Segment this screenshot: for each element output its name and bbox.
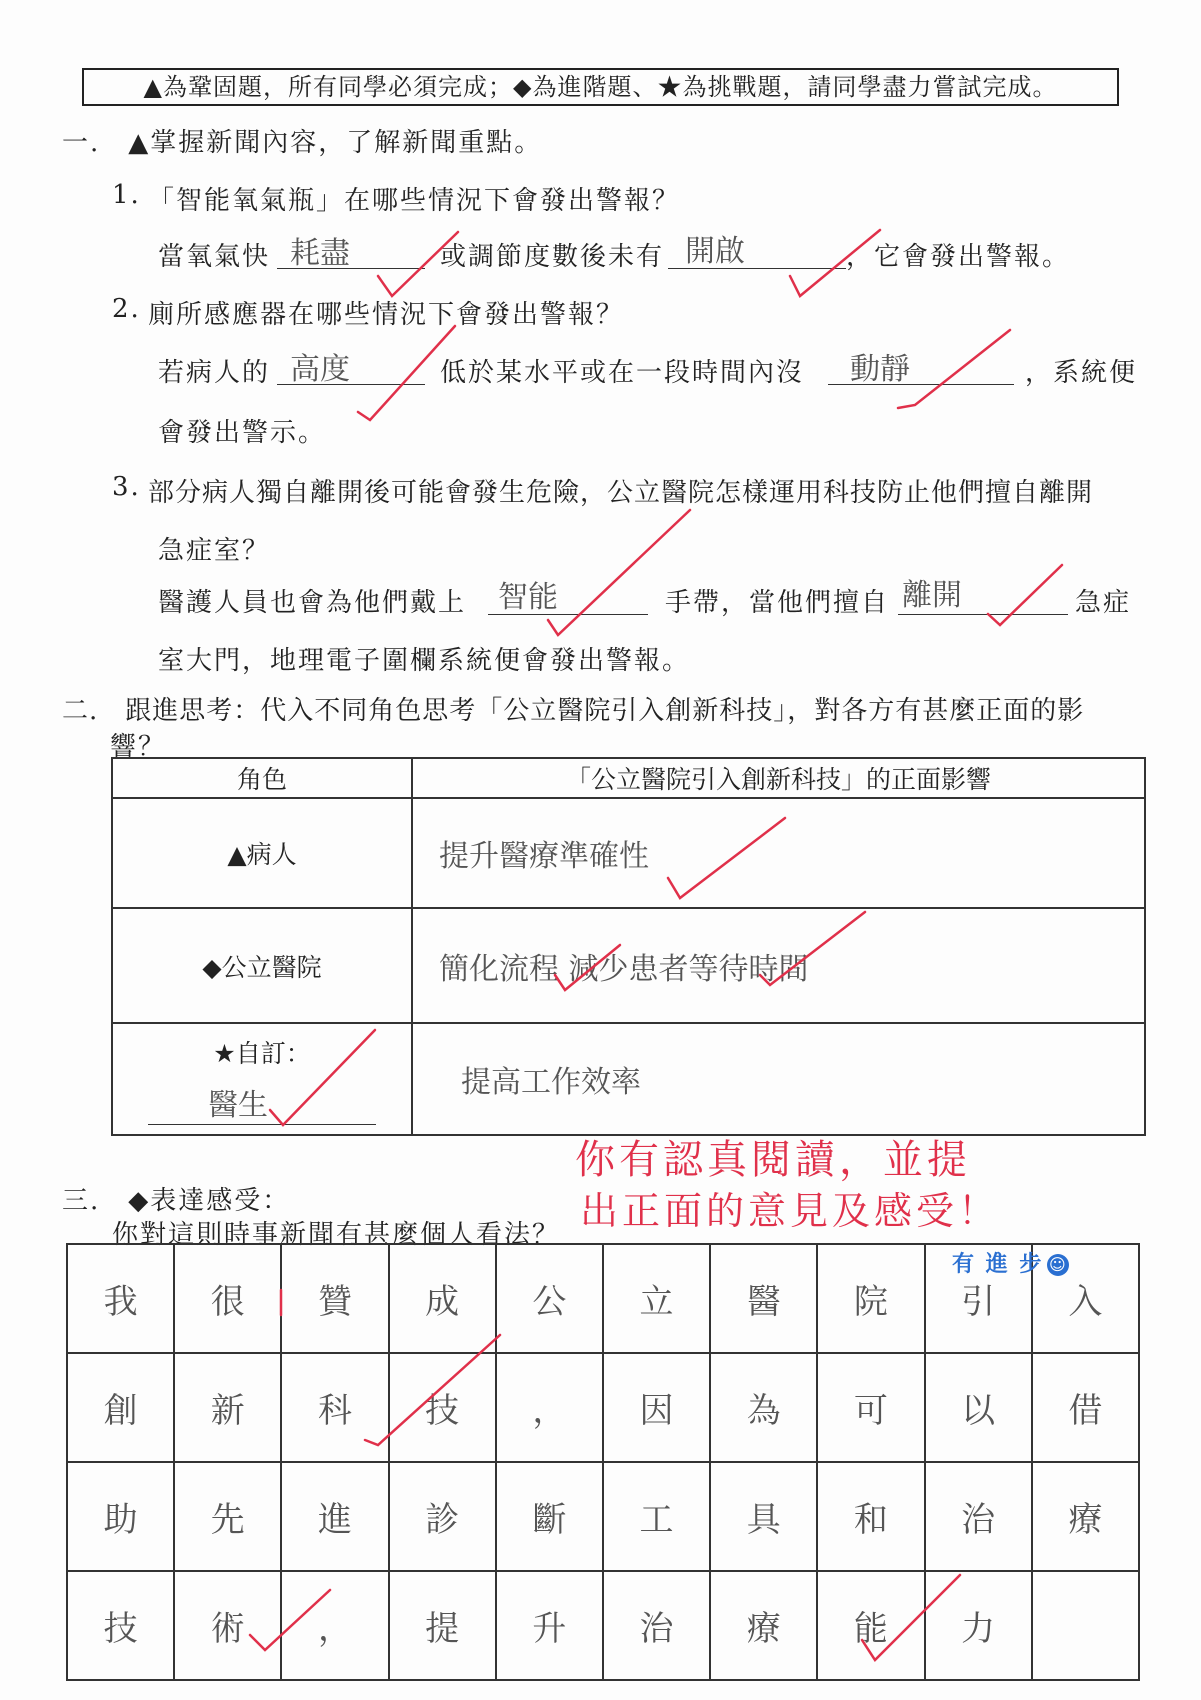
grid-cell[interactable]: 科 [281, 1353, 388, 1462]
grid-cell[interactable]: ， [496, 1353, 603, 1462]
grid-cell[interactable]: 提 [389, 1571, 496, 1680]
q3-question-line2: 急症室？ [158, 536, 271, 566]
grid-cell[interactable]: 療 [710, 1571, 817, 1680]
grid-cell[interactable]: 力 [925, 1571, 1032, 1680]
grid-cell[interactable]: 醫 [710, 1244, 817, 1353]
role-cell: ▲病人 [112, 798, 412, 908]
impact-cell[interactable] [412, 798, 1145, 908]
q2-answer2: 動靜 [850, 352, 910, 387]
tick-mark [898, 330, 1010, 408]
table-row [112, 798, 1145, 908]
grid-cell[interactable]: 治 [925, 1462, 1032, 1571]
grid-cell[interactable]: 入 [1032, 1244, 1139, 1353]
grid-cell[interactable]: 為 [710, 1353, 817, 1462]
section2-heading-line1: 二. 跟進思考：代入不同角色思考「公立醫院引入創新科技」，對各方有甚麼正面的影 [62, 696, 1085, 726]
grid-cell[interactable]: 技 [389, 1353, 496, 1462]
q2-answer1: 高度 [290, 352, 350, 387]
q1-text-a: 當氧氣快 [158, 242, 271, 272]
tick-mark [988, 565, 1062, 625]
q3-answer1: 智能 [498, 580, 558, 615]
q3-answer2: 離開 [902, 578, 962, 613]
section3-heading: 三. ◆表達感受： [62, 1186, 291, 1216]
q3-question-line1: 部分病人獨自離開後可能會發生危險，公立醫院怎樣運用科技防止他們擅自離開 [148, 478, 1094, 508]
stamp-text: 有 進 步 [952, 1252, 1044, 1277]
table-row [112, 1023, 1145, 1135]
impact-answer: 提高工作效率 [461, 1065, 641, 1100]
grid-cell[interactable]: 和 [817, 1462, 924, 1571]
grid-cell[interactable]: 很 [174, 1244, 281, 1353]
q1-text-b: 或調節度數後未有 [440, 242, 665, 272]
grid-cell[interactable]: 術 [174, 1571, 281, 1680]
q3-text-c: 急症 [1075, 588, 1132, 618]
section1-heading: 一. ▲掌握新聞內容，了解新聞重點。 [62, 128, 543, 158]
impact-answer: 提升醫療準確性 [439, 839, 649, 874]
role-label: ★自訂： [213, 1039, 311, 1068]
grid-cell[interactable]: 立 [603, 1244, 710, 1353]
grid-row [67, 1462, 1139, 1571]
grid-cell[interactable]: 斷 [496, 1462, 603, 1571]
q3-blank2[interactable] [898, 614, 1068, 615]
grid-cell[interactable] [1032, 1571, 1139, 1680]
grid-cell[interactable]: 診 [389, 1462, 496, 1571]
q2-text-a: 若病人的 [158, 358, 271, 388]
grid-cell[interactable]: 公 [496, 1244, 603, 1353]
impact-cell[interactable] [412, 908, 1145, 1023]
grid-cell[interactable]: 可 [817, 1353, 924, 1462]
grid-cell[interactable]: 院 [817, 1244, 924, 1353]
grid-cell[interactable]: 治 [603, 1571, 710, 1680]
grid-cell[interactable]: ， [281, 1571, 388, 1680]
role-custom-answer: 醫生 [208, 1088, 268, 1123]
q2-text-b: 低於某水平或在一段時間內沒 [440, 358, 805, 388]
grid-cell[interactable]: 因 [603, 1353, 710, 1462]
grid-cell[interactable]: 引 [925, 1244, 1032, 1353]
q1-answer1: 耗盡 [290, 236, 350, 271]
role-cell [112, 1023, 412, 1135]
smiley-icon: ☺ [1048, 1255, 1068, 1274]
role-custom-field[interactable] [148, 1080, 376, 1125]
grid-cell[interactable]: 新 [174, 1353, 281, 1462]
grid-cell[interactable]: 先 [174, 1462, 281, 1571]
header-role: 角色 [112, 758, 412, 798]
grid-row [67, 1353, 1139, 1462]
writing-grid [66, 1243, 1140, 1681]
grid-row [67, 1571, 1139, 1680]
grid-cell[interactable]: 贊 [281, 1244, 388, 1353]
q1-answer2: 開啟 [685, 234, 745, 269]
q1-question: 「智能氧氣瓶」在哪些情況下會發出警報？ [148, 186, 681, 216]
q2-question: 廁所感應器在哪些情況下會發出警報？ [148, 300, 625, 330]
q3-text-d: 室大門，地理電子圍欄系統便會發出警報。 [158, 646, 691, 676]
q2-number: 2. [112, 294, 141, 324]
grid-cell[interactable]: 能 [817, 1571, 924, 1680]
teacher-comment-line2: 出正面的意見及感受！ [580, 1189, 1001, 1233]
grid-cell[interactable]: 療 [1032, 1462, 1139, 1571]
grid-cell[interactable]: 具 [710, 1462, 817, 1571]
instruction-legend: ▲為鞏固題，所有同學必須完成；◆為進階題、★為挑戰題，請同學盡力嘗試完成。 [82, 68, 1119, 106]
grid-cell[interactable]: 成 [389, 1244, 496, 1353]
grid-cell[interactable]: 技 [67, 1571, 174, 1680]
grid-cell[interactable]: 借 [1032, 1353, 1139, 1462]
header-impact: 「公立醫院引入創新科技」的正面影響 [412, 758, 1145, 798]
grid-cell[interactable]: 助 [67, 1462, 174, 1571]
table-row [112, 908, 1145, 1023]
role-cell: ◆公立醫院 [112, 908, 412, 1023]
grid-cell[interactable]: 以 [925, 1353, 1032, 1462]
grid-cell[interactable]: 創 [67, 1353, 174, 1462]
impact-cell[interactable] [412, 1023, 1145, 1135]
grid-cell[interactable]: 進 [281, 1462, 388, 1571]
grid-cell[interactable]: 我 [67, 1244, 174, 1353]
grid-cell[interactable]: 升 [496, 1571, 603, 1680]
q3-text-a: 醫護人員也會為他們戴上 [158, 588, 467, 618]
section3-question: 你對這則時事新聞有甚麼個人看法？ [112, 1220, 561, 1250]
impact-answer: 簡化流程 減少患者等待時間 [439, 951, 809, 987]
q3-text-b: 手帶，當他們擅自 [665, 588, 890, 618]
q3-number: 3. [112, 472, 141, 502]
q1-number: 1. [112, 180, 141, 210]
role-impact-table [111, 757, 1146, 1136]
grid-cell[interactable]: 工 [603, 1462, 710, 1571]
q2-text-c: ，系統便 [1025, 358, 1138, 388]
q2-text-d: 會發出警示。 [158, 418, 327, 448]
progress-stamp [952, 1247, 1069, 1278]
q1-text-c: ，它會發出警報。 [846, 242, 1071, 272]
section2-heading-line2: 響？ [110, 732, 167, 762]
teacher-comment-line1: 你有認真閱讀，並提 [575, 1137, 971, 1183]
